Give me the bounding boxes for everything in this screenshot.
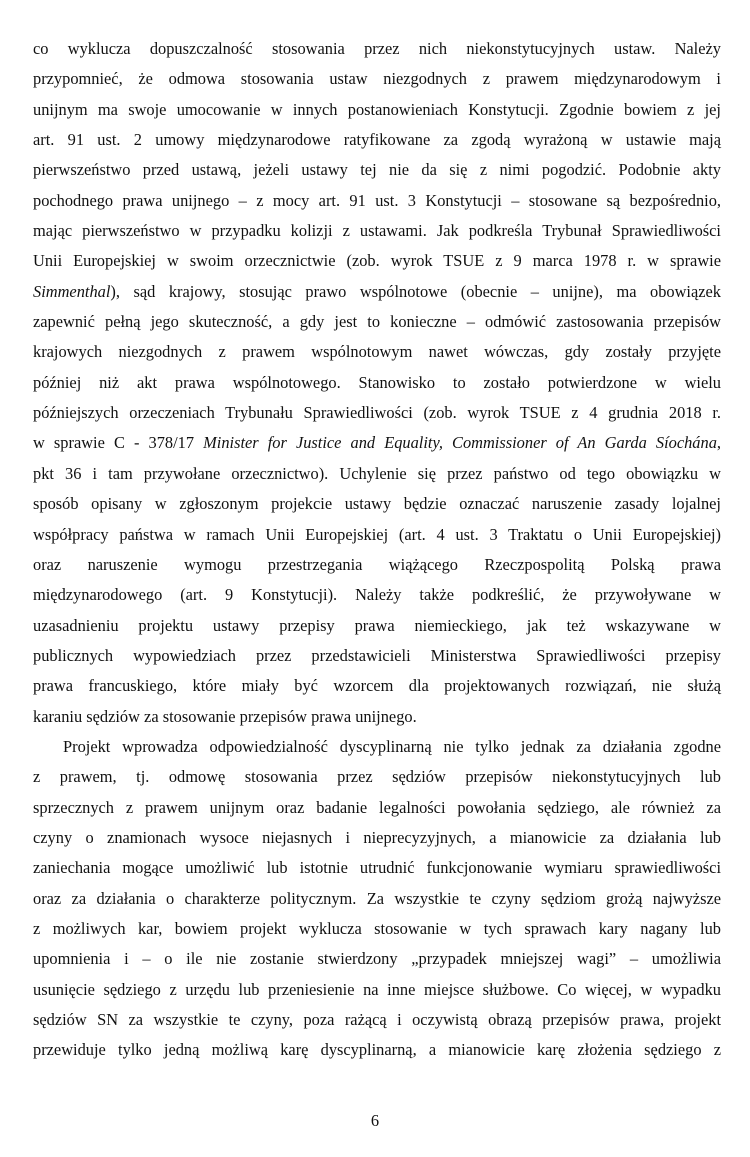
text-line: przypomnieć, że odmowa stosowania ustaw niezgodnych z prawem międzynarodowym i (33, 69, 721, 89)
text-line: współpracy państwa w ramach Unii Europejskiej (art. 4 ust. 3 Traktatu o Unii Europejskiej) (33, 524, 721, 544)
text-line: sędziów SN za wszystkie te czyny, poza rażącą i oczywistą obrazą przepisów prawa, projekt (33, 1010, 721, 1029)
italic-case-name: Minister for Justice and Equality, Commissioner of An Garda Síochána (203, 433, 717, 453)
italic-case-name: Simmenthal (33, 281, 111, 301)
text-line: przewiduje tylko jedną możliwą karę dyscyplinarną, a mianowicie karę złożenia sędziego z (33, 1040, 721, 1060)
text-line: usunięcie sędziego z urzędu lub przeniesienie na inne miejsce służbowe. Co więcej, w wypadku (33, 979, 721, 999)
text-line: pochodnego prawa unijnego – z mocy art. 91 ust. 3 Konstytucji – stosowane są bezpośrednio, (33, 190, 721, 210)
text-line: zapewnić pełną jego skuteczność, a gdy jest to konieczne – odmówić zastosowania przepisów (33, 312, 721, 332)
text-line: pierwszeństwo przed ustawą, jeżeli ustawy tej nie da się z nimi pogodzić. Podobnie akty (33, 160, 721, 180)
text-line: późniejszych orzeczeniach Trybunału Sprawiedliwości (zob. wyrok TSUE z 4 grudnia 2018 r. (33, 403, 721, 423)
page-number: 6 (370, 1111, 380, 1130)
text-line: z możliwych kar, bowiem projekt wyklucza stosowanie w tych sprawach kary nagany lub (33, 918, 721, 938)
text-line: Projekt wprowadza odpowiedzialność dyscyplinarną nie tylko jednak za działania zgodne (63, 736, 721, 756)
text-line: co wyklucza dopuszczalność stosowania przez nich niekonstytucyjnych ustaw. Należy (33, 39, 721, 58)
document-page (33, 34, 721, 1066)
text-line: publicznych wypowiedziach przez przedstawicieli Ministerstwa Sprawiedliwości przepisy (33, 645, 721, 665)
text-line: unijnym ma swoje umocowanie w innych postanowieniach Konstytucji. Zgodnie bowiem z jej (33, 99, 721, 119)
text-line: karaniu sędziów za stosowanie przepisów prawa unijnego. (33, 706, 417, 726)
text-line: uzasadnieniu projektu ustawy przepisy prawa niemieckiego, jak też wskazywane w (33, 615, 721, 635)
text-line: sposób opisany w zgłoszonym projekcie ustawy będzie oznaczać naruszenie zasady lojalnej (33, 494, 721, 514)
text-line: prawa francuskiego, które miały być wzorcem dla projektowanych rozwiązań, nie służą (33, 676, 721, 696)
text-line: międzynarodowego (art. 9 Konstytucji). Należy także podkreślić, że przywoływane w (33, 585, 721, 605)
text-line: upomnienia i – o ile nie zostanie stwierdzony „przypadek mniejszej wagi” – umożliwia (33, 949, 721, 969)
text-line (33, 428, 721, 458)
text-line (33, 277, 721, 307)
document-body (33, 34, 721, 1066)
text-line: krajowych niezgodnych z prawem wspólnotowym nawet wówczas, gdy zostały przyjęte (33, 342, 721, 362)
line-suffix: , (716, 433, 721, 453)
text-line: zaniechania mogące umożliwić lub istotnie utrudnić funkcjonowanie wymiaru sprawiedliwości (33, 858, 721, 878)
text-line: pkt 36 i tam przywołane orzecznictwo). Uchylenie się przez państwo od tego obowiązku w (33, 463, 721, 483)
text-line: później niż akt prawa wspólnotowego. Stanowisko to zostało potwierdzone w wielu (33, 372, 721, 392)
line-text: ), sąd krajowy, stosując prawo wspólnotowe (obecnie – unijne), ma obowiązek (110, 281, 721, 301)
text-line: art. 91 ust. 2 umowy międzynarodowe ratyfikowane za zgodą wyrażoną w ustawie mają (33, 130, 721, 150)
text-line: mając pierwszeństwo w przypadku kolizji z ustawami. Jak podkreśla Trybunał Sprawiedliwości (33, 221, 721, 241)
text-line: z prawem, tj. odmowę stosowania przez sędziów przepisów niekonstytucyjnych lub (33, 767, 721, 787)
text-line: oraz naruszenie wymogu przestrzegania wiążącego Rzeczpospolitą Polską prawa (33, 554, 721, 574)
text-line: sprzecznych z prawem unijnym oraz badanie legalności powołania sędziego, ale również za (33, 797, 721, 817)
line-text: w sprawie C - 378/17 (33, 433, 204, 453)
text-line: czyny o znamionach wysoce niejasnych i nieprecyzyjnych, a mianowicie za działania lub (33, 827, 721, 847)
text-line: Unii Europejskiej w swoim orzecznictwie (zob. wyrok TSUE z 9 marca 1978 r. w sprawie (33, 251, 721, 271)
text-line: oraz za działania o charakterze politycznym. Za wszystkie te czyny sędziom grożą najwyższe (33, 888, 721, 908)
